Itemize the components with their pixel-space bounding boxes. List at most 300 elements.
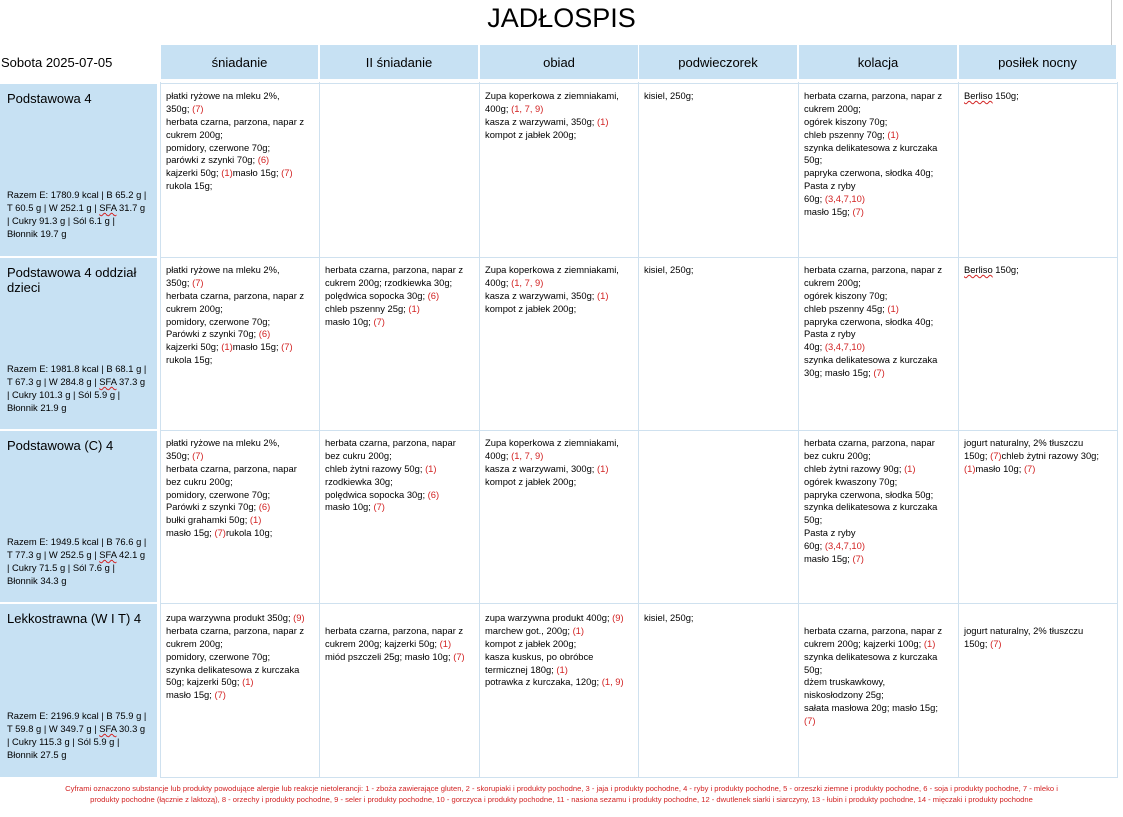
grid-line: [160, 603, 1118, 604]
meal-text: pomidory, czerwone 70g;: [166, 315, 271, 327]
meal-text: masło 15g;: [232, 341, 282, 353]
meal-line: [166, 316, 304, 329]
meal-line: [166, 437, 297, 450]
meal-line: [964, 638, 1083, 651]
meal-line: [166, 142, 304, 155]
allergen-code: (1): [408, 302, 420, 314]
meal-text: 60g;: [804, 193, 825, 205]
meal-text: chleb pszenny 45g;: [804, 302, 888, 314]
nutrition-line: | Cukry 115.3 g | Sól 5.9 g |: [7, 736, 120, 747]
meal-text: 40g;: [804, 341, 825, 353]
meal-cell: [485, 437, 619, 489]
meal-text: papryka czerwona, słodka 40g;: [804, 167, 934, 179]
meal-text: [964, 90, 1019, 101]
meal-line: [485, 264, 619, 277]
meal-line: [804, 167, 942, 180]
meal-cell: [964, 264, 1019, 277]
meal-line: [166, 450, 297, 463]
meal-text: szynka delikatesowa z kurczaka: [804, 354, 938, 366]
nutrition-text: 37.3 g: [116, 376, 146, 387]
meal-line: [166, 354, 304, 367]
allergen-code: (7): [192, 276, 204, 288]
meal-line: [804, 367, 942, 380]
meal-cell: [964, 90, 1019, 103]
nutrition-totals: [7, 188, 157, 240]
grid-line: [160, 777, 1118, 778]
allergen-code: (7): [281, 167, 293, 179]
meal-line: [485, 612, 624, 625]
meal-text: 50g; kajzerki 50g;: [166, 676, 243, 688]
allergen-code: (6): [258, 501, 271, 513]
allergen-code: (3,4,7,10): [824, 540, 865, 552]
nutrition-line: Razem E: 1949.5 kcal | B 76.6 g |: [7, 536, 147, 547]
allergen-code: (7): [990, 637, 1002, 649]
meal-line: [485, 463, 619, 476]
diet-name-line: Lekkostrawna (W I T) 4: [7, 611, 142, 626]
meal-cell: [166, 90, 304, 193]
meal-text: herbata czarna, parzona, napar z: [804, 624, 943, 636]
allergen-code: (7): [192, 102, 204, 114]
meal-text: płatki ryżowe na mleku 2%,: [166, 264, 280, 275]
meal-text: herbata czarna, parzona, napar: [166, 462, 297, 474]
meal-text: Pasta z ryby: [804, 527, 856, 539]
allergen-code: (1): [904, 462, 916, 474]
allergen-code: (7): [453, 650, 465, 662]
allergen-code: (1): [242, 676, 254, 688]
nutrition-text: 31.7 g: [116, 202, 146, 213]
diet-name: [7, 91, 155, 106]
meal-line: [325, 463, 456, 476]
meal-line: [804, 206, 942, 219]
sfa-label: SFA: [99, 202, 117, 213]
meal-text: cukrem 200g;: [166, 637, 223, 649]
meal-line: [325, 303, 463, 316]
meal-text: jogurt naturalny, 2% tłuszczu: [964, 624, 1084, 636]
meal-line: [804, 651, 942, 664]
meal-text: papryka czerwona, słodka 50g;: [804, 488, 934, 500]
meal-text: dżem truskawkowy,: [804, 676, 886, 688]
diet-name-line: dzieci: [7, 280, 41, 295]
meal-line: [325, 501, 456, 514]
allergen-code: (1): [221, 167, 233, 179]
meal-line: [166, 463, 297, 476]
meal-line: [804, 154, 942, 167]
meal-cell: [644, 612, 694, 625]
allergen-code: (1): [964, 462, 976, 474]
allergen-code: (7): [852, 206, 864, 218]
meal-line: [804, 277, 942, 290]
meal-line: [166, 612, 305, 625]
meal-line: [166, 116, 304, 129]
meal-text: jogurt naturalny, 2% tłuszczu: [964, 437, 1084, 448]
meal-line: [804, 129, 942, 142]
meal-line: [804, 553, 937, 566]
meal-text: kompot z jabłek 200g;: [485, 475, 577, 487]
meal-line: [166, 664, 305, 677]
meal-text: chleb żytni razowy 30g;: [1001, 449, 1099, 461]
meal-text: 350g;: [166, 276, 193, 288]
meal-cell: [804, 437, 937, 566]
meal-line: [325, 476, 456, 489]
meal-line: [485, 103, 619, 116]
meal-text: ogórek kiszony 70g;: [804, 115, 888, 127]
allergen-code: (7): [192, 449, 204, 461]
meal-line: [325, 612, 465, 625]
nutrition-line: Błonnik 21.9 g: [7, 402, 67, 413]
meal-text: szynka delikatesowa z kurczaka: [804, 501, 938, 513]
nutrition-text: T 59.8 g | W 349.7 g |: [7, 723, 100, 734]
meal-line: [804, 476, 937, 489]
meal-text: polędwica sopocka 30g;: [325, 488, 428, 500]
meal-line: [325, 437, 456, 450]
nutrition-totals: [7, 709, 157, 761]
allergen-code: (1): [597, 115, 609, 127]
grid-line: [160, 430, 1118, 431]
nutrition-line: [7, 548, 157, 561]
meal-text: płatki ryżowe na mleku 2%,: [166, 90, 280, 101]
sfa-label: SFA: [99, 549, 117, 560]
meal-text: 350g;: [166, 102, 193, 114]
meal-line: [964, 612, 1083, 625]
meal-text: bez cukru 200g;: [804, 449, 871, 461]
column-header: posiłek nocny: [959, 45, 1116, 79]
meal-line: [166, 341, 304, 354]
meal-line: [804, 664, 942, 677]
meal-text: masło 15g;: [804, 206, 853, 218]
meal-line: [804, 689, 942, 702]
meal-text: Parówki z szynki 70g;: [166, 328, 259, 340]
meal-line: [325, 489, 456, 502]
meal-line: [166, 689, 305, 702]
meal-text: Parówki z szynki 70g;: [166, 501, 259, 513]
meal-text: termicznej 180g;: [485, 663, 557, 675]
meal-text: Pasta z ryby: [804, 328, 856, 340]
meal-text: 30g; masło 15g;: [804, 367, 874, 379]
diet-row-label: [0, 258, 157, 429]
meal-text: zupa warzywna produkt 400g;: [485, 612, 613, 623]
allergen-code: (7): [873, 367, 885, 379]
meal-text: chleb żytni razowy 90g;: [804, 462, 905, 474]
meal-text: cukrem 200g; rzodkiewka 30g;: [325, 276, 453, 288]
meal-line: [166, 328, 304, 341]
nutrition-line: [7, 375, 157, 388]
meal-text: 60g;: [804, 540, 825, 552]
diet-name-line: Podstawowa 4: [7, 91, 92, 106]
allergen-code: (1, 7, 9): [511, 276, 544, 288]
meal-cell: [644, 90, 694, 103]
meal-text: kasza z warzywami, 350g;: [485, 289, 598, 301]
column-header: podwieczorek: [639, 45, 797, 79]
meal-text: kasza z warzywami, 350g;: [485, 115, 598, 127]
column-header: obiad: [480, 45, 638, 79]
meal-text: 150g;: [964, 449, 991, 461]
meal-text: Zupa koperkowa z ziemniakami,: [485, 437, 619, 448]
meal-text: parówki z szynki 70g;: [166, 154, 258, 166]
meal-text: chleb żytni razowy 50g;: [325, 462, 426, 474]
meal-line: [166, 651, 305, 664]
meal-text: herbata czarna, parzona, napar z: [804, 264, 943, 275]
meal-text: kompot z jabłek 200g;: [485, 302, 577, 314]
meal-line: [485, 625, 624, 638]
meal-line: [804, 316, 942, 329]
allergen-code: (3,4,7,10): [824, 193, 865, 205]
allergen-code: (6): [427, 488, 440, 500]
meal-line: [166, 676, 305, 689]
meal-text: płatki ryżowe na mleku 2%,: [166, 437, 280, 448]
meal-line: [166, 303, 304, 316]
nutrition-totals: [7, 362, 157, 414]
nutrition-text: T 77.3 g | W 252.5 g |: [7, 549, 100, 560]
meal-line: [964, 463, 1099, 476]
nutrition-line: Razem E: 2196.9 kcal | B 75.9 g |: [7, 710, 147, 721]
product-name: Berliso: [964, 90, 993, 101]
meal-text: masło 10g;: [325, 501, 374, 513]
meal-text: 150g;: [964, 637, 991, 649]
meal-line: [804, 264, 942, 277]
meal-text: marchew got., 200g;: [485, 624, 573, 636]
menu-date: Sobota 2025-07-05: [1, 55, 113, 70]
allergen-code: (1, 9): [601, 676, 624, 688]
meal-text: herbata czarna, parzona, napar z: [166, 115, 305, 127]
meal-line: [804, 90, 942, 103]
meal-text: potrawka z kurczaka, 120g;: [485, 676, 602, 688]
meal-cell: [485, 90, 619, 142]
meal-cell: [804, 612, 942, 728]
allergen-code: (7): [214, 527, 226, 539]
meal-line: [166, 277, 304, 290]
nutrition-text: 42.1 g: [116, 549, 146, 560]
meal-line: [485, 476, 619, 489]
nutrition-text: T 60.5 g | W 252.1 g |: [7, 202, 100, 213]
meal-line: [166, 290, 304, 303]
meal-line: [804, 612, 942, 625]
meal-text: cukrem 200g;: [804, 102, 861, 114]
allergen-code: (1): [249, 514, 262, 526]
meal-text: ogórek kwaszony 70g;: [804, 475, 898, 487]
meal-line: [166, 625, 305, 638]
nutrition-line: Błonnik 34.3 g: [7, 575, 67, 586]
meal-line: [485, 277, 619, 290]
meal-line: [325, 651, 465, 664]
meal-line: [804, 540, 937, 553]
nutrition-line: Razem E: 1780.9 kcal | B 65.2 g |: [7, 189, 147, 200]
meal-cell: [804, 264, 942, 380]
diet-name: [7, 265, 155, 295]
nutrition-line: Błonnik 19.7 g: [7, 228, 67, 239]
meal-line: [804, 625, 942, 638]
meal-text: rukola 15g;: [166, 180, 213, 192]
allergen-code: (1): [439, 637, 452, 649]
meal-line: [804, 341, 942, 354]
sfa-label: SFA: [99, 376, 117, 387]
allergen-code: (1): [887, 128, 899, 140]
meal-cell: [964, 437, 1099, 476]
allergen-code: (6): [257, 154, 270, 166]
allergen-code: (7): [373, 315, 385, 327]
meal-text: szynka delikatesowa z kurczaka: [804, 141, 938, 153]
meal-text: masło 15g;: [804, 553, 853, 565]
meal-line: [804, 193, 942, 206]
meal-line: [485, 290, 619, 303]
meal-line: [644, 90, 694, 103]
meal-cell: [485, 264, 619, 316]
diet-row-label: [0, 84, 157, 256]
allergen-code: (7): [373, 501, 385, 513]
meal-line: [166, 180, 304, 193]
allergen-footnote-line: produkty pochodne (łącznie z laktozą), 8 - orzechy i produkty pochodne, 9 - seler i produkty pochodne, 10 - gorczyca i produkty pochodne, 11 - nasiona sezamu i produkty pochodne, 12 - dwutlenek siarki i siarczyny, 13 - łubin i produkty pochodne, 14 - mięczaki i produkty pochodne: [90, 795, 1033, 804]
meal-text: masło 15g;: [232, 167, 282, 179]
meal-line: [485, 116, 619, 129]
meal-cell: [166, 264, 304, 367]
diet-name: [7, 438, 155, 453]
meal-text: 50g;: [804, 154, 823, 166]
allergen-code: (7): [852, 553, 864, 565]
meal-line: [166, 501, 297, 514]
meal-text: Zupa koperkowa z ziemniakami,: [485, 90, 619, 101]
column-header: śniadanie: [161, 45, 318, 79]
meal-line: [485, 437, 619, 450]
allergen-code: (1): [221, 341, 233, 353]
meal-text: 50g;: [804, 663, 823, 675]
meal-line: [804, 303, 942, 316]
meal-text: ogórek kiszony 70g;: [804, 289, 888, 301]
meal-line: [485, 303, 619, 316]
meal-line: [964, 450, 1099, 463]
meal-line: [325, 277, 463, 290]
meal-line: [166, 264, 304, 277]
meal-text: pomidory, czerwone 70g;: [166, 141, 271, 153]
allergen-code: (1, 7, 9): [511, 102, 544, 114]
meal-line: [804, 702, 942, 715]
meal-text: rzodkiewka 30g;: [325, 475, 393, 487]
diet-row-label: [0, 431, 157, 602]
allergen-code: (3,4,7,10): [824, 341, 865, 353]
meal-line: [485, 129, 619, 142]
meal-text: cukrem 200g; kajzerki 50g;: [325, 637, 440, 649]
meal-text: niskosłodzony 25g;: [804, 689, 884, 701]
meal-text: sałata masłowa 20g; masło 15g;: [804, 702, 938, 714]
meal-line: [166, 476, 297, 489]
meal-text: cukrem 200g;: [166, 128, 223, 140]
meal-line: [166, 167, 304, 180]
meal-text: kasza z warzywami, 300g;: [485, 462, 598, 474]
meal-cell: [644, 264, 694, 277]
allergen-code: (7): [990, 449, 1002, 461]
meal-text: rukola 15g;: [166, 354, 213, 366]
allergen-code: (1, 7, 9): [511, 449, 544, 461]
meal-text: herbata czarna, parzona, napar z: [325, 624, 464, 636]
meal-text: miód pszczeli 25g; masło 10g;: [325, 650, 454, 662]
nutrition-line: [7, 201, 157, 214]
column-header: kolacja: [799, 45, 957, 79]
meal-cell: [325, 612, 465, 664]
diet-name: [7, 611, 155, 626]
allergen-code: (7): [281, 341, 293, 353]
meal-text: 350g;: [166, 449, 193, 461]
nutrition-line: | Cukry 101.3 g | Sól 5.9 g |: [7, 389, 121, 400]
diet-name-line: Podstawowa 4 oddział: [7, 265, 137, 280]
meal-line: [166, 527, 297, 540]
meal-line: [166, 103, 304, 116]
meal-text: pomidory, czerwone 70g;: [166, 488, 271, 500]
meal-line: [964, 90, 1019, 103]
meal-text: [964, 264, 1019, 275]
allergen-code: (1): [425, 462, 437, 474]
allergen-footnote-line: Cyframi oznaczono substancje lub produkty powodujące alergie lub reakcje nietolerancji: 1 - zboża zawierające gluten, 2 - skorupiaki i produkty pochodne, 3 - jaja i produkty pochodne, 4 - ryby i produkty pochodne, 5 - orzeszki ziemne i produkty pochodne, 6 - soja i produkty pochodne, 7 - mleko i: [65, 784, 1058, 793]
meal-line: [166, 514, 297, 527]
allergen-code: (6): [258, 328, 271, 340]
meal-line: [804, 290, 942, 303]
meal-text: rukola 10g;: [225, 527, 273, 539]
meal-text: masło 15g;: [166, 689, 215, 701]
meal-text: herbata czarna, parzona, napar z: [804, 90, 943, 101]
meal-line: [325, 264, 463, 277]
allergen-code: (1): [887, 302, 899, 314]
meal-line: [644, 264, 694, 277]
meal-text: bez cukru 200g;: [166, 475, 233, 487]
meal-line: [166, 638, 305, 651]
meal-text: herbata czarna, parzona, napar: [804, 437, 935, 448]
meal-line: [166, 489, 297, 502]
meal-line: [325, 450, 456, 463]
allergen-code: (1): [556, 663, 568, 675]
allergen-code: (6): [427, 289, 440, 301]
meal-line: [804, 142, 942, 155]
meal-cell: [166, 437, 297, 540]
allergen-code: (9): [612, 612, 624, 623]
nutrition-text: 30.3 g: [116, 723, 146, 734]
allergen-code: (9): [293, 612, 305, 623]
meal-line: [964, 264, 1019, 277]
meal-text: 400g;: [485, 102, 512, 114]
meal-text: kisiel, 250g;: [644, 90, 694, 101]
meal-text: masło 10g;: [975, 462, 1024, 474]
meal-line: [644, 612, 694, 625]
meal-line: [804, 354, 942, 367]
meal-line: [804, 527, 937, 540]
meal-line: [166, 154, 304, 167]
meal-text: zupa warzywna produkt 350g;: [166, 612, 294, 623]
meal-cell: [325, 264, 463, 328]
meal-line: [804, 116, 942, 129]
nutrition-line: Razem E: 1981.8 kcal | B 68.1 g |: [7, 363, 147, 374]
meal-text: kompot z jabłek 200g;: [485, 128, 577, 140]
meal-text: polędwica sopocka 30g;: [325, 289, 428, 301]
allergen-code: (1): [597, 289, 609, 301]
meal-line: [804, 180, 942, 193]
allergen-code: (1): [572, 624, 585, 636]
meal-text: kisiel, 250g;: [644, 264, 694, 275]
meal-text: herbata czarna, parzona, napar z: [166, 624, 305, 636]
meal-text: Pasta z ryby: [804, 180, 856, 192]
page-title: JADŁOSPIS: [487, 3, 636, 33]
meal-text: cukrem 200g;: [804, 276, 861, 288]
nutrition-line: [7, 722, 157, 735]
meal-line: [485, 450, 619, 463]
meal-text: szynka delikatesowa z kurczaka: [166, 663, 300, 675]
meal-cell: [166, 612, 305, 702]
allergen-code: (1): [923, 637, 936, 649]
nutrition-line: | Cukry 71.5 g | Sól 7.6 g |: [7, 562, 115, 573]
allergen-code: (7): [804, 715, 816, 727]
meal-text: kisiel, 250g;: [644, 612, 694, 623]
meal-line: [804, 676, 942, 689]
meal-text: kasza kuskus, po obróbce: [485, 650, 594, 662]
meal-cell: [804, 90, 942, 219]
meal-text: chleb pszenny 25g;: [325, 302, 409, 314]
meal-text: 400g;: [485, 276, 512, 288]
meal-text: kajzerki 50g;: [166, 167, 222, 179]
